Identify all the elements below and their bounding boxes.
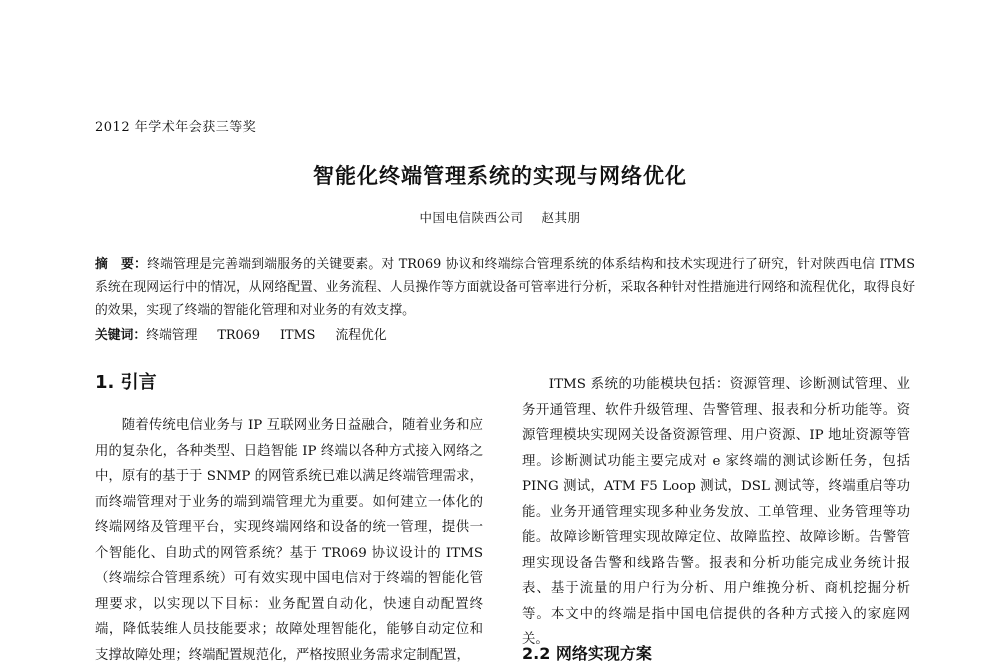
keyword: 终端管理 [146, 328, 198, 343]
right-column [522, 372, 910, 653]
introduction-paragraph: 随着传统电信业务与 IP 互联网业务日益融合，随着业务和应用的复杂化，各种类型、日趋智能 IP 终端以各种方式接入网络之中，原有的基于于 SNMP 的网管系统已难以满足终端管理需求，而终端管理对于业务的端到端管理尤为重要。如何建立一体化的终端网络及管理平台，实现终端网络和设备的统一管理，提供一个智能化、自助式的网管系统？基于 TR069 协议设计的 ITMS（终端综合管理系统）可有效实现中国电信对于终端的智能化管理要求，以实现以下目标：业务配置自动化，快速自动配置终端，降低装维人员技能要求；故障处理智能化，能够自动定位和支撑故障处理；终端配置规范化，严格按照业务需求定制配置， [95, 418, 483, 663]
abstract [95, 253, 915, 322]
author-line [0, 208, 1000, 226]
left-column [95, 413, 483, 668]
keyword: ITMS [279, 328, 316, 343]
section-heading-network-plan: 2.2 网络实现方案 [522, 644, 652, 663]
keywords [95, 324, 407, 343]
keywords-label: 关键词： [95, 328, 147, 343]
section-heading-introduction: 1. 引言 [95, 372, 157, 393]
keyword: 流程优化 [335, 328, 387, 343]
paper-title: 智能化终端管理系统的实现与网络优化 [313, 164, 687, 188]
author-org: 中国电信陕西公司 [419, 210, 524, 225]
abstract-text: 终端管理是完善端到端服务的关键要素。对 TR069 协议和终端综合管理系统的体系结构和技术实现进行了研究，针对陕西电信 ITMS 系统在现网运行中的情况，从网络配置、业务流程、人员操作等方面就设备可管率进行分析，采取各种针对性措施进行网络和流程优化，取得良好的效果，实现了终端的智能化管理和对业务的有效支撑。 [95, 257, 915, 318]
itms-modules-paragraph: ITMS 系统的功能模块包括：资源管理、诊断测试管理、业务开通管理、软件升级管理、告警管理、报表和分析功能等。资源管理模块实现网关设备资源管理、用户资源、IP 地址资源等管理。诊断测试功能主要完成对 e 家终端的测试诊断任务，包括 PING 测试，ATM F5 Loop 测试，DSL 测试等，终端重启等功能。业务开通管理实现多种业务发放、工单管理、业务管理等功能。故障诊断管理实现故障定位、故障监控、故障诊断。告警管理实现设备告警和线路告警。报表和分析功能完成业务统计报表、基于流量的用户行为分析、用户维挽分析、商机挖掘分析等。本文中的终端是指中国电信提供的各种方式接入的家庭网关。 [522, 377, 910, 647]
award-note: 2012 年学术年会获三等奖 [95, 120, 257, 135]
author-name: 赵其朋 [541, 210, 581, 225]
abstract-label: 摘 要： [95, 257, 148, 272]
keyword: TR069 [217, 328, 260, 343]
